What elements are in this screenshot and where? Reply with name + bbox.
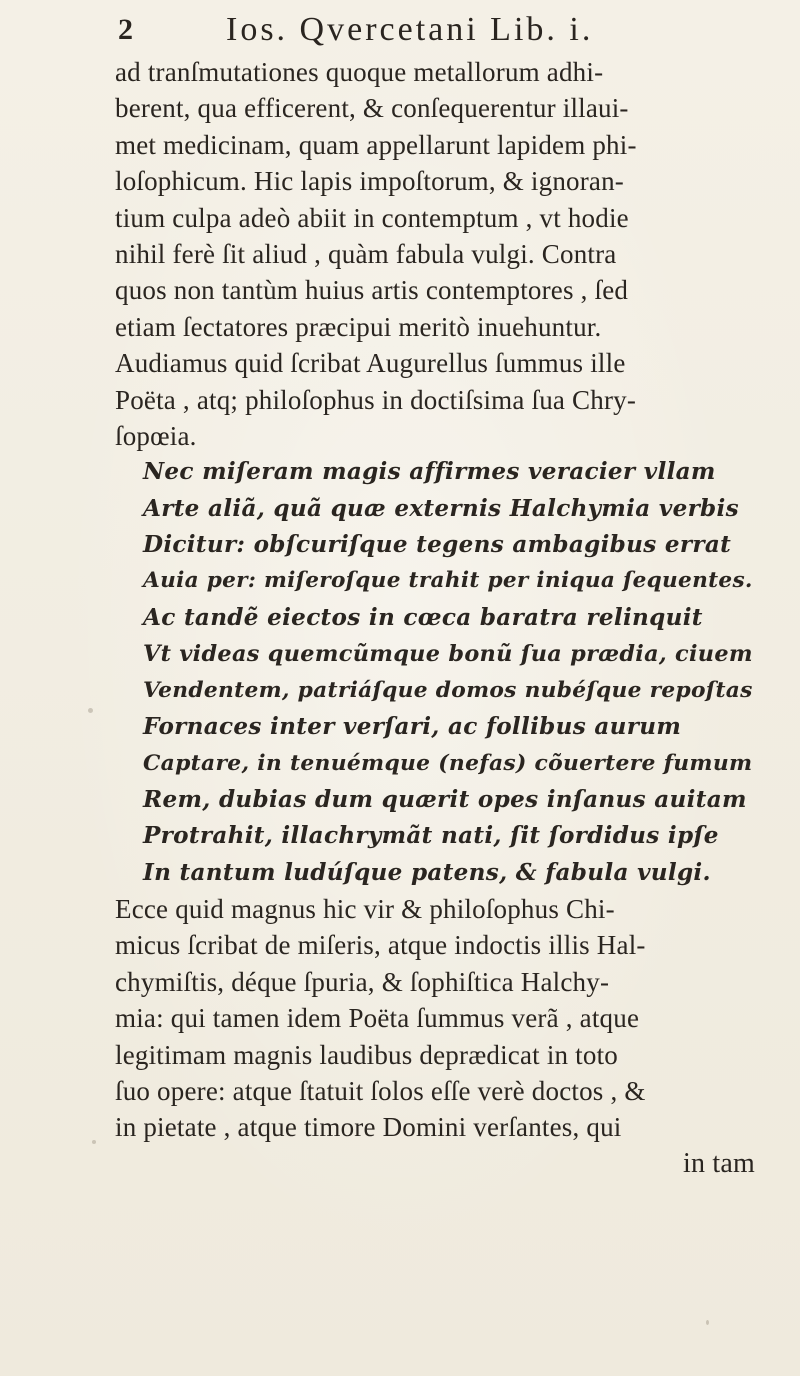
text-line: Ecce quid magnus hic vir & philoſophus Chi-: [115, 893, 615, 924]
paper-speck: [706, 1320, 709, 1325]
verse-line: Captare, in tenuémque (nefas) cõuertere fumum: [143, 750, 753, 777]
paper-speck: [92, 1140, 96, 1144]
text-line: micus ſcribat de miſeris, atque indoctis illis Hal-: [115, 930, 646, 961]
text-line: Poëta , atq; philoſophus in doctiſsima ſua Chry-: [115, 384, 637, 415]
text-line: chymiſtis, déque ſpuria, & ſophiſtica Halchy-: [115, 966, 610, 997]
page-body-text: [115, 54, 775, 1182]
verse-line: Nec miſeram magis affirmes veracier vllam: [143, 458, 716, 486]
text-line: in pietate , atque timore Domini verſantes, qui: [115, 1112, 622, 1143]
paper-speck: [88, 708, 93, 713]
text-line: legitimam magnis laudibus deprædicat in toto: [115, 1039, 618, 1070]
verse-line: Protrahit, illachrymãt nati, ſit ſordidus ipſe: [143, 822, 719, 850]
text-line: etiam ſectatores præcipui meritò inuehuntur.: [115, 311, 602, 342]
text-line: nihil ferè ſit aliud , quàm fabula vulgi. Contra: [115, 238, 617, 269]
verse-line: In tantum ludúſque patens, & fabula vulgi.: [143, 858, 711, 886]
text-line: tium culpa adeò abiit in contemptum , vt hodie: [115, 202, 629, 233]
verse-line: Rem, dubias dum quærit opes inſanus auitam: [143, 785, 747, 813]
verse-line: Ac tandẽ eiectos in cœca baratra relinquit: [143, 603, 703, 631]
verse-line: Arte aliã, quã quæ externis Halchymia verbis: [143, 494, 739, 522]
text-line: ſopœia.: [115, 420, 197, 451]
text-line: met medicinam, quam appellarunt lapidem phi-: [115, 129, 637, 160]
text-line: ad tranſmutationes quoque metallorum adhi-: [115, 57, 604, 87]
verse-line: Vt videas quemcũmque bonũ ſua prædia, ciuem: [143, 641, 753, 668]
text-line: Audiamus quid ſcribat Augurellus ſummus ille: [115, 348, 626, 379]
verse-line: Auia per: miſeroſque trahit per iniqua ſequentes.: [143, 568, 753, 594]
verse-line: Fornaces inter verſari, ac follibus aurum: [143, 713, 682, 741]
page-number: 2: [118, 13, 133, 46]
text-line: mia: qui tamen idem Poëta ſummus verã , atque: [115, 1003, 640, 1034]
verse-line: Dicitur: obſcuriſque tegens ambagibus errat: [143, 531, 732, 559]
text-line: in tam: [683, 1147, 755, 1179]
text-line: loſophicum. Hic lapis impoſtorum, & ignoran-: [115, 166, 624, 197]
page-header: [118, 8, 758, 52]
text-line: ſuo opere: atque ſtatuit ſolos eſſe verè doctos , &: [115, 1075, 646, 1106]
running-head: Ios. Qvercetani Lib. i.: [226, 11, 594, 48]
text-line: berent, qua efficerent, & conſequerentur illaui-: [115, 93, 629, 124]
verse-line: Vendentem, patriáſque domos nubéſque repoſtas: [143, 677, 753, 703]
paper-speck: [560, 872, 563, 875]
text-line: quos non tantùm huius artis contemptores , ſed: [115, 275, 629, 306]
